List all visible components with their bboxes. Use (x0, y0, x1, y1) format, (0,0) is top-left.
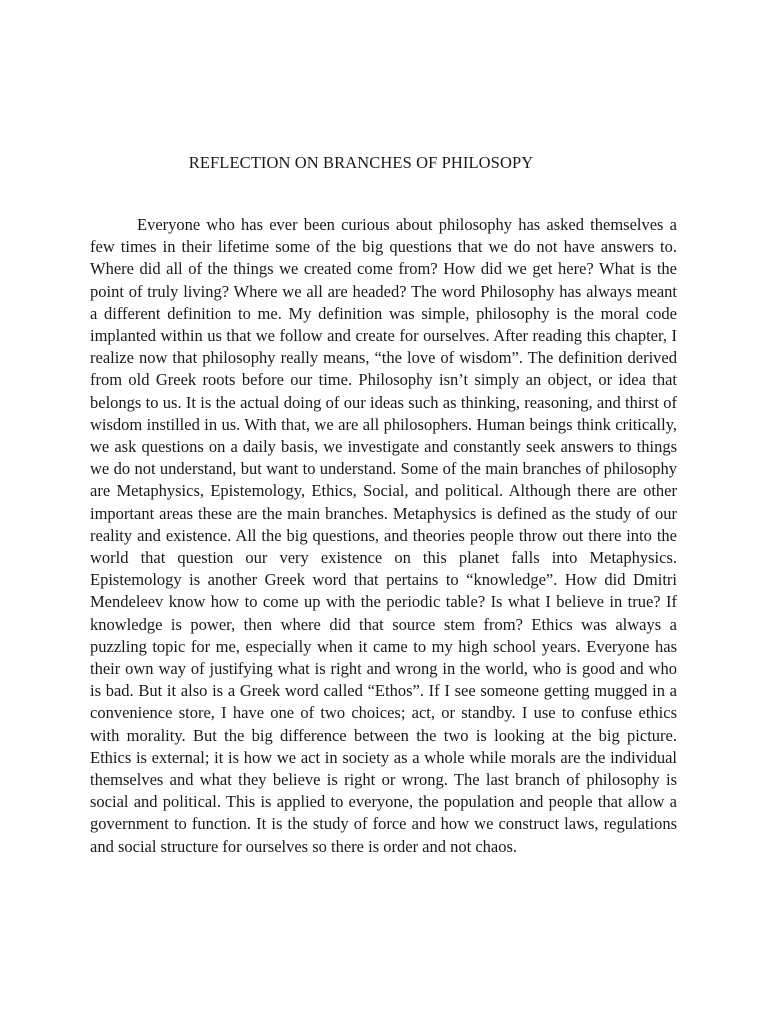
document-title: REFLECTION ON BRANCHES OF PHILOSOPY (188, 153, 534, 172)
essay-paragraph: Everyone who has ever been curious about philosophy has asked themselves a few times in their lifetime some of the big questions that we do not have answers to. Where did all of the things we created come from? How did we get here? What is the point of truly living? Where we all are headed? The word Philosophy has always meant a different definition to me. My definition was simple, philosophy is the moral code implanted within us that we follow and create for ourselves. After reading this chapter, I realize now that philosophy really means, “the love of wisdom”. The definition derived from old Greek roots before our time. Philosophy isn’t simply an object, or idea that belongs to us. It is the actual doing of our ideas such as thinking, reasoning, and thirst of wisdom instilled in us. With that, we are all philosophers. Human beings think critically, we ask questions on a daily basis, we investigate and constantly seek answers to things we do not understand, but want to understand. Some of the main branches of philosophy are Metaphysics, Epistemology, Ethics, Social, and political. Although there are other important areas these are the main branches. Metaphysics is defined as the study of our reality and existence. All the big questions, and theories people throw out there into the world that question our very existence on this planet falls into Metaphysics. Epistemology is another Greek word that pertains to “knowledge”. How did Dmitri Mendeleev know how to come up with the periodic table? Is what I believe in true? If knowledge is power, then where did that source stem from? Ethics was always a puzzling topic for me, especially when it came to my high school years. Everyone has their own way of justifying what is right and wrong in the world, who is good and who is bad. But it also is a Greek word called “Ethos”. If I see someone getting mugged in a convenience store, I have one of two choices; act, or standby. I use to confuse ethics with morality. But the big difference between the two is looking at the big picture. Ethics is external; it is how we act in society as a whole while morals are the individual themselves and what they believe is right or wrong. The last branch of philosophy is social and political. This is applied to everyone, the population and people that allow a government to function. It is the study of force and how we construct laws, regulations and social structure for ourselves so there is order and not chaos. (90, 215, 677, 856)
